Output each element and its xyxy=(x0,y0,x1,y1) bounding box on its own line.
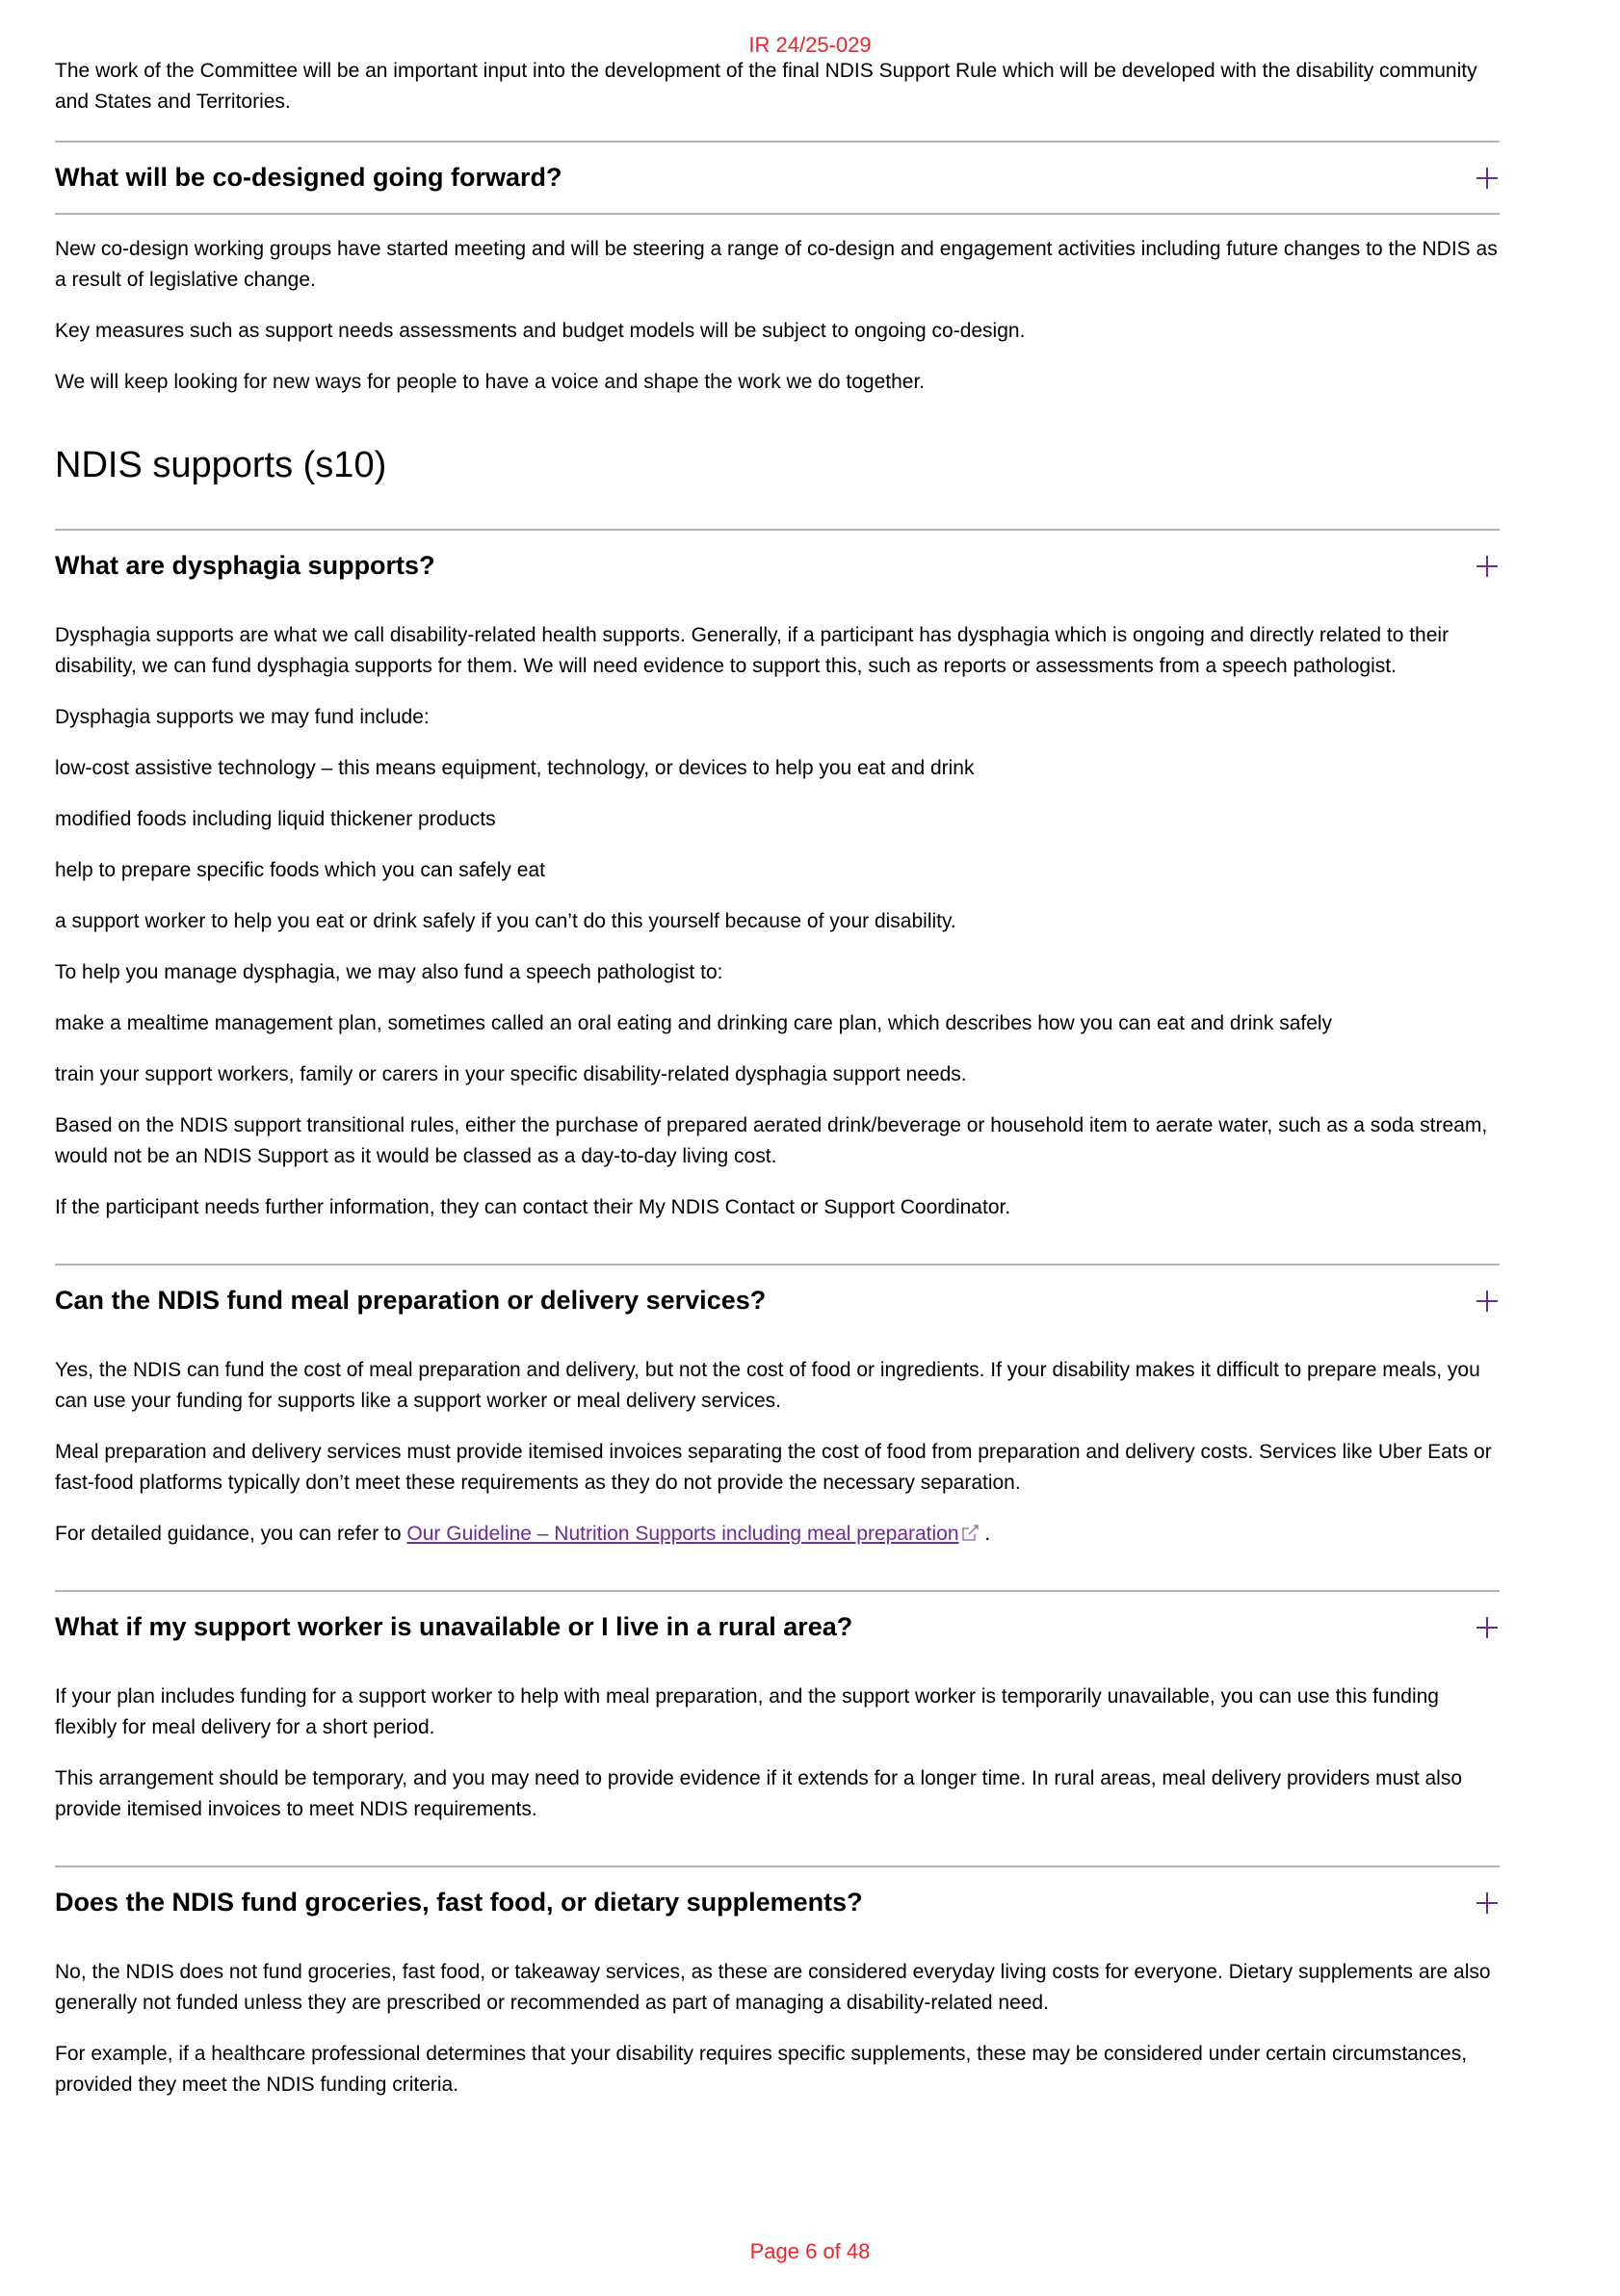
paragraph: Based on the NDIS support transitional rules, either the purchase of prepared aerated drink/beverage or household item to aerate water, such as a soda stream, would not be an NDIS Support as it would be classed as a day-to-day living cost. xyxy=(55,1114,1488,1167)
guidance-suffix: . xyxy=(979,1523,991,1545)
list-item: help to prepare specific foods which you can safely eat xyxy=(55,859,545,881)
plus-icon[interactable] xyxy=(1476,1291,1498,1312)
external-link-icon xyxy=(960,1524,980,1543)
accordion-codesign[interactable] xyxy=(55,143,1500,213)
section-heading: NDIS supports (s10) xyxy=(55,445,387,485)
guideline-link[interactable] xyxy=(406,1523,979,1545)
page-content xyxy=(55,56,1500,2100)
paragraph: For example, if a healthcare professional determines that your disability requires specific supplements, these may be considered under certain circumstances, provided they meet the NDIS funding criteria. xyxy=(55,2043,1468,2096)
accordion-title: What are dysphagia supports? xyxy=(55,551,435,580)
paragraph: Meal preparation and delivery services must provide itemised invoices separating the cost of food from preparation and delivery costs. Services like Uber Eats or fast-food platforms typically don’t meet these requirements as they do not provide the necessary separation. xyxy=(55,1441,1492,1494)
plus-icon[interactable] xyxy=(1476,1892,1498,1914)
list-item: train your support workers, family or carers in your specific disability-related dysphagia support needs. xyxy=(55,1063,967,1085)
list-item: modified foods including liquid thickener products xyxy=(55,808,496,830)
paragraph: We will keep looking for new ways for people to have a voice and shape the work we do together. xyxy=(55,371,926,393)
accordion-body-codesign xyxy=(55,234,1500,398)
paragraph: No, the NDIS does not fund groceries, fast food, or takeaway services, as these are considered everyday living costs for everyone. Dietary supplements are also generally not funded unless they are prescribed or recommended as part of managing a disability-related need. xyxy=(55,1961,1491,2014)
accordion-body-worker xyxy=(55,1682,1500,1825)
paragraph: To help you manage dysphagia, we may also fund a speech pathologist to: xyxy=(55,961,723,983)
divider xyxy=(55,213,1500,215)
paragraph: Dysphagia supports we may fund include: xyxy=(55,706,430,728)
paragraph: Key measures such as support needs assessments and budget models will be subject to ongoing co-design. xyxy=(55,320,1026,342)
accordion-groceries[interactable] xyxy=(55,1867,1500,1938)
accordion-body-dysphagia xyxy=(55,620,1500,1223)
paragraph: If your plan includes funding for a support worker to help with meal preparation, and the support worker is temporarily unavailable, you can use this funding flexibly for meal delivery for a short period. xyxy=(55,1685,1439,1738)
accordion-title: Can the NDIS fund meal preparation or delivery services? xyxy=(55,1286,767,1315)
accordion-body-meal xyxy=(55,1355,1500,1550)
plus-icon[interactable] xyxy=(1476,1617,1498,1638)
paragraph: If the participant needs further information, they can contact their My NDIS Contact or Support Coordinator. xyxy=(55,1196,1011,1218)
document-reference: IR 24/25-029 xyxy=(748,33,872,57)
accordion-worker[interactable] xyxy=(55,1592,1500,1662)
paragraph: This arrangement should be temporary, and you may need to provide evidence if it extends for a longer time. In rural areas, meal delivery providers must also provide itemised invoices to meet NDIS requirements. xyxy=(55,1767,1463,1820)
paragraph: Dysphagia supports are what we call disability-related health supports. Generally, if a participant has dysphagia which is ongoing and directly related to their disability, we can fund dysphagia supports for them. We will need evidence to support this, such as reports or assessments from a speech pathologist. xyxy=(55,624,1450,677)
accordion-title: What if my support worker is unavailable or I live in a rural area? xyxy=(55,1612,853,1641)
list-item: low-cost assistive technology – this means equipment, technology, or devices to help you eat and drink xyxy=(55,757,975,779)
accordion-dysphagia[interactable] xyxy=(55,531,1500,601)
list-item: a support worker to help you eat or drink safely if you can’t do this yourself because of your disability. xyxy=(55,910,956,932)
plus-icon[interactable] xyxy=(1476,556,1498,577)
list-item: make a mealtime management plan, sometimes called an oral eating and drinking care plan, which describes how you can eat and drink safely xyxy=(55,1012,1333,1034)
accordion-meal[interactable] xyxy=(55,1265,1500,1336)
paragraph: New co-design working groups have started meeting and will be steering a range of co-design and engagement activities including future changes to the NDIS as a result of legislative change. xyxy=(55,238,1498,291)
paragraph: Yes, the NDIS can fund the cost of meal preparation and delivery, but not the cost of food or ingredients. If your disability makes it difficult to prepare meals, you can use your funding for supports like a support worker or meal delivery services. xyxy=(55,1359,1480,1412)
guidance-paragraph xyxy=(55,1519,1500,1550)
accordion-title: Does the NDIS fund groceries, fast food, or dietary supplements? xyxy=(55,1888,863,1917)
accordion-body-groceries xyxy=(55,1957,1500,2100)
guideline-link-text: Our Guideline – Nutrition Supports including meal preparation xyxy=(406,1523,959,1545)
accordion-title: What will be co-designed going forward? xyxy=(55,163,562,192)
intro-paragraph: The work of the Committee will be an important input into the development of the final NDIS Support Rule which will be developed with the disability community and States and Territories. xyxy=(55,60,1477,113)
guidance-prefix: For detailed guidance, you can refer to xyxy=(55,1523,407,1545)
page-number: Page 6 of 48 xyxy=(749,2239,871,2263)
plus-icon[interactable] xyxy=(1476,168,1498,189)
